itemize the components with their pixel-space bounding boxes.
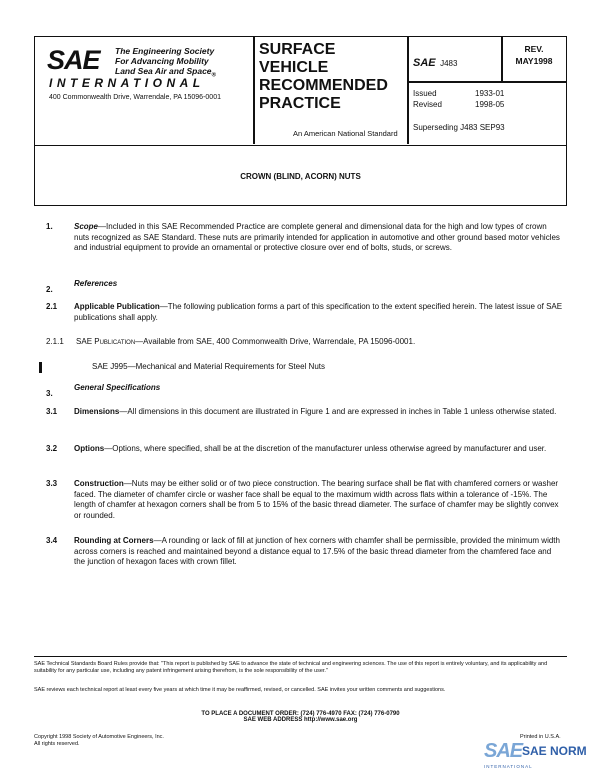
rev-label: REV.	[524, 44, 544, 54]
superseding-note: Superseding J483 SEP93	[413, 123, 505, 132]
sae-address: 400 Commonwealth Drive, Warrendale, PA 15096-0001	[49, 94, 221, 101]
section-2-1-1	[46, 337, 564, 348]
change-bar	[39, 362, 42, 373]
international-wordmark: INTERNATIONAL	[49, 76, 205, 90]
section-3	[46, 383, 161, 401]
revised-label: Revised	[413, 100, 442, 109]
section-1-number: 1.	[46, 222, 53, 231]
section-3-4-number: 3.4	[46, 536, 58, 545]
printed-in: Printed in U.S.A.	[520, 734, 561, 740]
section-3-2-number: 3.2	[46, 444, 58, 453]
sae-norm-stamp	[484, 740, 596, 772]
stamp-text: SAE NORM	[522, 744, 587, 758]
section-3-2-lead: Options	[74, 444, 105, 453]
issue-dates	[413, 88, 504, 110]
footer-policy-2: SAE reviews each technical report at least every five years at which time it may be reaffirmed, revised, or cancelled. SAE invites your written comments and suggestions.	[34, 687, 446, 693]
rights-line: All rights reserved.	[34, 741, 80, 747]
order-info	[34, 711, 567, 723]
section-3-3	[38, 479, 564, 521]
document-title: CROWN (BLIND, ACORN) NUTS	[240, 172, 361, 181]
section-3-number: 3.	[46, 389, 53, 398]
revision-block	[501, 43, 567, 67]
document-header	[34, 36, 567, 146]
section-3-3-number: 3.3	[46, 479, 58, 488]
section-1	[38, 222, 564, 254]
section-2-heading: References	[74, 279, 118, 288]
section-3-4-text: —A rounding or lack of fill at junction of hex corners with chamfer shall be permissible, provided the minimum width across corners is reached and maintained beyond a distance equal to 17.5% of the basic thread diameter from the chamfered face and the junction of hexagon faces with crown fillet.	[74, 536, 560, 566]
section-2-1-number: 2.1	[46, 302, 58, 311]
section-3-4	[38, 536, 564, 568]
section-3-1-lead: Dimensions	[74, 407, 120, 416]
section-3-3-lead: Construction	[74, 479, 124, 488]
section-2	[46, 279, 118, 297]
section-3-1-number: 3.1	[46, 407, 58, 416]
section-1-lead: Scope	[74, 222, 99, 231]
section-3-2-text: —Options, where specified, shall be at the discretion of the manufacturer unless otherwise agreed by manufacturer and user.	[104, 444, 547, 453]
section-2-1-text: —The following publication forms a part of this specification to the extent specified herein. The latest issue of SAE publications shall apply.	[74, 302, 563, 322]
copyright	[34, 734, 164, 748]
footer-rule	[34, 656, 567, 657]
section-2-number: 2.	[46, 285, 53, 294]
section-3-2	[38, 444, 564, 455]
issued-label: Issued	[413, 89, 437, 98]
copyright-line: Copyright 1998 Society of Automotive Engineers, Inc.	[34, 734, 164, 740]
issued-value: 1933-01	[475, 89, 505, 98]
section-2-1	[38, 302, 564, 323]
doc-type-line-1: SURFACE	[259, 41, 336, 58]
section-2-1-lead: Applicable Publication	[74, 302, 160, 311]
society-line-2: For Advancing Mobility	[115, 56, 209, 66]
section-1-text: —Included in this SAE Recommended Practice are complete general and dimensional data for the high and low types of crown nuts recognized as SAE Standard. These nuts are primarily intended for application in automotive and other ground based motor vehicles and industrial equipment to provide an ornamental or protective closure over end of bolts, studs, or screws.	[74, 222, 560, 252]
section-2-1-1-number: 2.1.1	[46, 337, 64, 346]
doc-type-line-3: RECOMMENDED	[259, 77, 388, 94]
header-divider-1	[253, 37, 255, 144]
doc-type-line-4: PRACTICE	[259, 95, 341, 112]
web-address: SAE WEB ADDRESS http://www.sae.org	[243, 717, 358, 723]
document-type	[259, 41, 388, 113]
sae-logo: SAE	[47, 45, 100, 75]
section-2-1-1-text: —Available from SAE, 400 Commonwealth Drive, Warrendale, PA 15096-0001.	[135, 337, 416, 346]
society-line-1: The Engineering Society	[115, 46, 215, 56]
header-divider-4	[407, 81, 567, 83]
doc-number-value: J483	[440, 59, 458, 68]
standard-note: An American National Standard	[293, 129, 398, 138]
header-divider-2	[407, 37, 409, 144]
title-box	[34, 146, 567, 206]
section-3-1-text: —All dimensions in this document are illustrated in Figure 1 and are expressed in inches in Table 1 unless otherwise stated.	[119, 407, 557, 416]
rev-date: MAY1998	[515, 56, 553, 66]
section-3-heading: General Specifications	[74, 383, 161, 392]
section-3-4-lead: Rounding at Corners	[74, 536, 154, 545]
document-number	[413, 53, 457, 71]
doc-type-line-2: VEHICLE	[259, 59, 329, 76]
order-phone: TO PLACE A DOCUMENT ORDER: (724) 776-4970 FAX: (724) 776-0790	[201, 711, 400, 717]
section-2-1-1-lead: SAE Publication	[76, 337, 136, 346]
stamp-logo: SAE	[484, 740, 523, 762]
society-line-3: Land Sea Air and Space$_®$	[115, 66, 216, 79]
section-3-1	[38, 407, 564, 418]
footer-policy-1: SAE Technical Standards Board Rules provide that: "This report is published by SAE to advance the state of technical and engineering sciences. The use of this report is entirely voluntary, and its applicability and suitability for any particular use, including any patent infringement arising therefrom, is the sole responsibility of the user."	[34, 661, 548, 674]
revised-value: 1998-05	[475, 100, 505, 109]
stamp-sub: INTERNATIONAL	[484, 764, 533, 769]
reference-j995: SAE J995—Mechanical and Material Requirements for Steel Nuts	[92, 362, 325, 371]
section-3-3-text: —Nuts may be either solid or of two piece construction. The bearing surface shall be flat with chamfered corners or washer faced. The diameter of chamfer circle or washer face shall be equal to the maximum width across flats within a tolerance of -15%. The length of chamfer at hexagon corners shall be from 5 to 15% of the basic thread diameter. The surface of chamfer may be slightly convex or rounded.	[74, 479, 559, 520]
doc-number-prefix: SAE	[413, 57, 436, 69]
